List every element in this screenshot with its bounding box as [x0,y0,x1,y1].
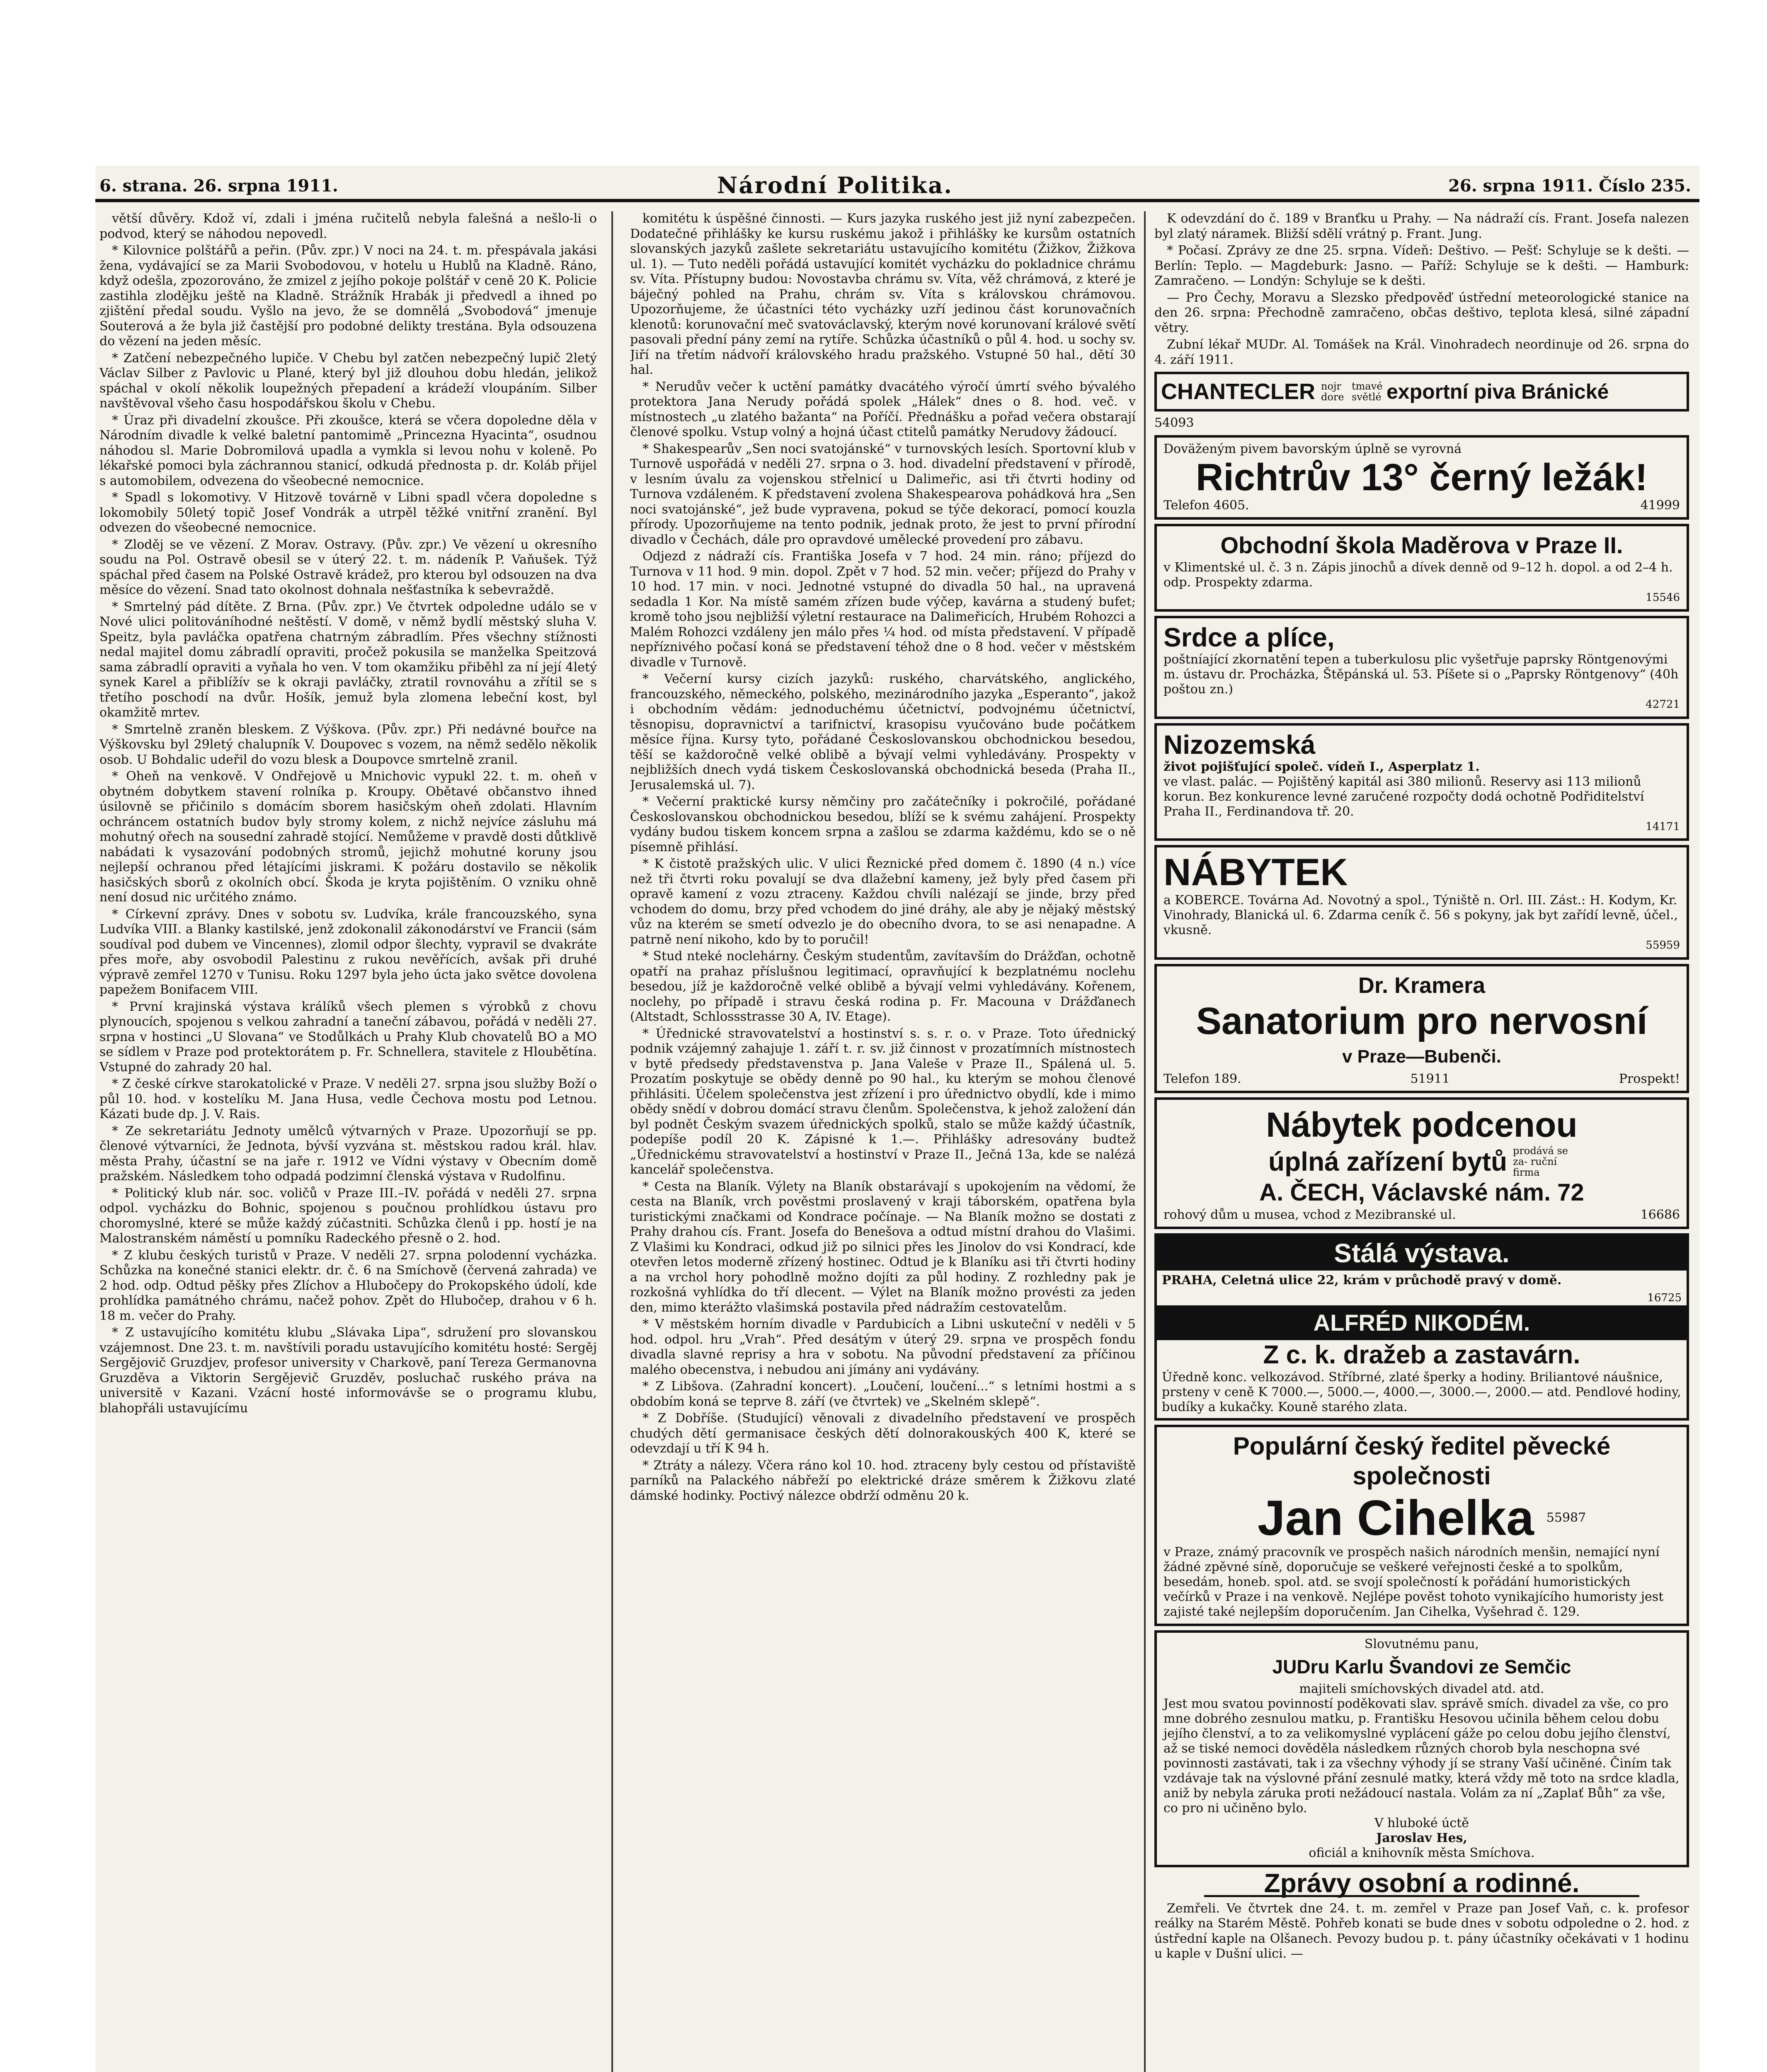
ad-cihelka [1154,1425,1689,1626]
ad-chantecler [1154,372,1689,411]
ad-sanatorium-number: 51911 [1410,1071,1450,1086]
news-item: * Shakespearův „Sen noci svatojánské“ v turnovských lesích. Sportovní klub v Turnově uspořádá v neděli 27. srpna o 3. hod. divadelní představení v přírodě, v lesním úvalu za vojenskou střelnicí u Dalimeřic, asi tři čtvrti hodiny od Turnova vzdáleném. K představení zvolena Shakespearova pohádková hra „Sen noci svatojánské“, jež bude vypravena, pokud se týče dekorací, pomocí kouzla přírody. Upozorňujeme na tento podnik, jednak proto, že jest to první přírodní divadlo v Čechách, dále pro opravdové umělecké provedení pro zábavu. [630,441,1136,547]
page-header [95,174,1699,202]
news-item: K odevzdání do č. 189 v Branťku u Prahy. — Na nádraží cís. Frant. Josefa nalezen byl zlatý náramek. Bližší sdělí vrátný p. Frant. Jung. [1154,211,1689,241]
ad-cech-name: A. ČECH, Václavské nám. 72 [1259,1179,1584,1206]
ad-svanda-closing: V hluboké úctě [1374,1816,1469,1830]
page-number-date: 6. strana. 26. srpna 1911. [99,176,338,196]
ad-nizozemska-number: 14171 [1646,820,1680,833]
news-item: * Oheň na venkově. V Ondřejově u Mnichovic vypukl 22. t. m. oheň v obytném dobytkem stavení rolníka p. Kroupy. Obětavé občanstvo ihned úsilovně se přičinilo s domácím sborem hasičským oheň zdolati. Hlavním ochráncem ostatních budov byly stromy kolem, z nichž nejvíce zásluhu má mohutný ořech na sousední zahradě stojící. Nemůžeme v pravdě dosti důtklivě nabádati k vysazování podobných stromů, jejichž mohutné koruny jsou nejlepší ochranou před létajícími jiskrami. K požáru dostavilo se několik hasičských sborů z okolních obcí. Škoda je kryta pojištěním. O vzniku ohně není dosud nic určitého známo. [99,769,597,905]
news-item: větší důvěry. Kdož ví, zdali i jména ručitelů nebyla falešná a nešlo-li o podvod, který se náhodou nepovedl. [99,211,597,241]
news-item: komitétu k úspěšné činnosti. — Kurs jazyka ruského jest již nyní zabezpečen. Dodatečné přihlášky ke kursu ruskému jakož i přihlášky ke kursům ostatních slovanských jazyků zašlete sekretariátu ustavujícího komitétu (Žižkov, Žižkova ul. 1). — Tuto neděli pořádá ustavující komitét vycházku do pokladnice chrámu sv. Víta. Přístupny budou: Novostavba chrámu sv. Víta, věž chrámová, z které je báječný pohled na Prahu, chrám sv. Víta s královskou chrámovou. Upozorňujeme, že účastníci této vycházky uzří jedinou část korunovačních klenotů: korunovační meč svatováclavský, kterým nové korunovaní králové světí pasovali přední pány zemí na rytíře. Schůzka účastníků o půl 4. hod. u sochy sv. Jiří na třetím nádvoří královského hradu pražského. Vstupné 50 hal., dětí 30 hal. [630,211,1136,377]
news-item: * Církevní zprávy. Dnes v sobotu sv. Ludvíka, krále francouzského, syna Ludvíka VIII. a Blanky kastilské, jenž zdokonalil zákonodárství ve Francii (sám soudíval pod dubem ve Vincennes), zlomil odpor šlechty, vypravil se dvakráte přes moře, aby osvobodil Palestinu z rukou nevěřících, avšak při druhé výpravě zemřel 1270 v Tunisu. Roku 1297 byla jeho úcta jako světce dovolena papežem Bonifacem VIII. [99,907,597,997]
ad-madera-number: 15546 [1646,591,1680,604]
ad-sanatorium-phone: Telefon 189. [1163,1071,1241,1086]
ad-cech-headline2: úplná zařízení bytů [1268,1146,1508,1176]
news-item: * Kilovnice polštářů a peřin. (Pův. zpr.) V noci na 24. t. m. přespávala jakási žena, vydávající se za Marii Svobodovou, v hotelu u Hublů na Kladně. Ráno, když odešla, zpozorováno, že zmizel z jejího pokoje polštář v ceně 20 K. Policie zastihla zlodějku ještě na Kladně. Strážník Hrabák ji předvedl a ihned po zjištění předal soudu. Vyšlo na jevo, že se domnělá „Svobodová“ jmenuje Souterová a že byla již častější pro podobné delikty trestána. Byla odsouzena do vězení na jeden měsíc. [99,243,597,349]
news-item: * Nerudův večer k uctění památky dvacátého výročí úmrtí svého bývalého protektora Jana Nerudy pořádá spolek „Hálek“ dnes o 8. hod. več. v místnostech „u zlatého bažanta“ na Poříčí. Přednášku a pořad večera obstarají členové spolku. Vstup volný a hojná účast ctitelů památky Nerudovy žádoucí. [630,379,1136,439]
personal-news-title: Zprávy osobní a rodinné. [1264,1868,1580,1898]
ad-nabytek-novotny [1154,845,1689,960]
ad-sanatorium-name: Dr. Kramera [1358,973,1486,998]
ad-richtr-number: 41999 [1640,498,1680,513]
ad-sanatorium [1154,964,1689,1093]
ad-nabytek-text: a KOBERCE. Továrna Ad. Novotný a spol., Týniště n. Orl. III. Zást.: H. Kodym, Kr. Vinohrady, Blanická ul. 6. Zdarma ceník č. 56 s pokyny, jak byt zařídí levně, účel., vkusně. [1163,893,1678,937]
news-item: * Ze sekretariátu Jednoty umělců výtvarných v Praze. Upozorňují se pp. členové výtvarníci, že Jednota, bývší vyzvána st. městskou radou král. hlav. města Prahy, účastní se na jaře r. 1912 ve Vídni výstavy v Obecním domě pražském. Následkem toho odpadá podzimní členská výstava v Rudolfinu. [99,1123,597,1184]
ad-sanatorium-headline: Sanatorium pro nervosní [1196,1000,1648,1042]
news-item: Odjezd z nádraží cís. Františka Josefa v 7 hod. 24 min. ráno; příjezd do Turnova v 11 hod. 9 min. dopol. Zpět v 7 hod. 52 min. večer; příjezd do Prahy v 10 hod. 17 min. v noci. Jednotné vstupné do divadla 50 hal., na upravená sedadla 1 Kor. Na místě samém zřízen bude výčep, kavárna a studený bufet; kromě toho jsou nejbližší výletní restaurace na Dalimeřicích, Hrubém Rohozci a Malém Rohozci vzdáleny jen málo přes ¼ hod. od místa představení. V případě nepříznivého počasí koná se představení téhož dne o 8 hod. večer v městském divadle v Turnově. [630,549,1136,670]
ad-cech-text: rohový dům u musea, vchod z Mezibranské ul. [1163,1207,1456,1222]
ad-nizozemska [1154,723,1689,841]
newspaper-title: Národní Politika. [717,172,953,198]
news-item: * Úraz při divadelní zkoušce. Při zkoušce, která se včera dopoledne děla v Národním divadle k velké baletní pantomimě „Princezna Hyacinta“, osudnou náhodou sl. Marie Dobromilová upadla a vymkla si levou nohu v koleně. Po lékařské pomoci byla záchrannou stanicí, odkudá přednosta p. dr. Koláb přijel s automobilem, odvezena do všeobecné nemocnice. [99,413,597,488]
ad-srdce-headline: Srdce a plíce, [1163,622,1335,652]
ad-vystava-number: 16725 [1647,1291,1682,1304]
ad-chantecler-name: CHANTECLER [1161,379,1315,404]
ad-srdce-text: poštníající zkornatění tepen a tuberkulosu plic vyšetřuje paprsky Röntgenovými m. ústavu dr. Procházka, Štěpánská ul. 53. Píšete si o „Paprsky Röntgenovy“ (40h poštou zn.) [1163,652,1679,697]
news-item: * Počasí. Zprávy ze dne 25. srpna. Vídeň: Deštivo. — Pešť: Schyluje se k dešti. — Berlín: Teplo. — Magdeburk: Jasno. — Paříž: Schyluje se k dešti. — Hamburk: Zamračeno. — Londýn: Schyluje se k dešti. [1154,243,1689,288]
news-item: * Z ustavujícího komitétu klubu „Slávaka Lipa“, sdružení pro slovanskou vzájemnost. Dne 23. t. m. navštívili poradu ustavujícího komitétu hosté: Sergěj Sergějovič Gruzdjev, profesor university v Charkově, paní Tereza Germanovna Gruzděva a Viktorin Sergějevič Gruzděv, posluchač ruského práva na universitě v Kazani. Vzácní hosté informovávše se o programu klubu, blahopřáli ustavujícímu [99,1325,597,1416]
news-item: * Večerní kursy cizích jazyků: ruského, charvátského, anglického, francouzského, německého, polského, mezinárodního jazyka „Esperanto“, jakož i obchodním vědám: jednoduchému účetnictví, podvojnému účetnictví, těsnopisu, dopravnictví a tarifnictví, krasopisu vyučováno bude počátkem měsíce října. Kursy tyto, pořádané Českoslovanskou obchodnickou besedou, těší se každoročně velké oblibě a bývají velmi vyhledávány. Prospekty v nejbližších dnech vydá tiskem Českoslovanská obchodnická beseda (Praha II., Jerusalemská ul. 7). [630,672,1136,792]
ad-chantecler-tag2: tmavé světlé [1352,380,1383,403]
news-item: * V městském horním divadle v Pardubicích a Libni uskuteční v neděli v 5 hod. odpol. hru „Vrah“. Před desátým v úterý 29. srpna ve prospěch fondu divadla slavné reprisy a hra v sobotu. Na původní představení za příčinou malého obecenstva, i nebudou ani jímány ani vydávány. [630,1317,1136,1377]
ad-svanda-greeting: Slovutnému panu, [1364,1637,1479,1651]
news-item: * Úřednické stravovatelství a hostinství s. s. r. o. v Praze. Toto úřednický podnik vzájemný zahajuje 1. září t. r. sv. již činnost v prozatímních místnostech v bytě předsedy představenstva p. Jana Valeše v Praze II., Spálená ul. 5. Prozatím poskytuje se obědy denně po 90 hal., ku kterým se mohou členové přihlásiti. Účelem společenstva jest zřízení i pro úřednictvo obydlí, kde i mimo obědy snědí v dobrou domácí stravu členům. Společenstva, k jehož založení dán byl podnět Českým svazem úřednických spolků, stalo se může každý účastník, podepíše podíl 20 K. Zápisné k 1.—. Přihlášky adresovány budtež „Úřednickému stravovatelství a hostinství v Praze II., Ječná 13a, kde se nalézá kancelář společenstva. [630,1026,1136,1177]
column-rule [1144,211,1146,2072]
column-left [99,211,597,2072]
ad-cihelka-name: Jan Cihelka [1257,1490,1534,1546]
column-rule [611,211,613,2072]
ad-nabytek-headline: NÁBYTEK [1163,851,1348,893]
news-item: * K čistotě pražských ulic. V ulici Řeznické před domem č. 1890 (4 n.) více než tři čtvrti roku povalují se dva dlažební kameny, jež byly před časem při opravě kamení z vozu ztraceny. Každou chvíli nalézají se jinde, brzy před vchodem do domu, brzy před vchodem do jiné dráhy, ale aby je nějaký městský vůz na kterém se smetí odvezlo je do obecního dvora, to se asi nenapadne. A patrně není nikoho, kdo by to poručil! [630,857,1136,947]
news-item: * Zloděj se ve vězení. Z Morav. Ostravy. (Pův. zpr.) Ve vězení u okresního soudu na Pol. Ostravě obesil se v úterý 22. t. m. nádeník P. Vaňušek. Týž spáchal před časem na Polské Ostravě krádež, pro kterou byl odsouzen na dva měsíce do vězení. Snad tato okolnost dohnala nešťastníka k sebevraždě. [99,537,597,597]
ad-nikodem-name: ALFRÉD NIKODÉM. [1157,1305,1687,1340]
ad-chantecler-number: 54093 [1154,416,1194,430]
news-item: * Z Dobříše. (Studující) věnovali z divadelního představení ve prospěch chudých dětí germanisace českých dětí dolnorakouských 400 K, které se odevzdají u tří K 94 h. [630,1411,1136,1456]
ad-svanda-signature: Jaroslav Hes, [1376,1831,1467,1845]
news-item: * Cesta na Blaník. Výlety na Blaník obstarávají s upokojením na vědomí, že cesta na Blaník, vrch pověstmi proslavený v kraji táborském, opatřena byla turistickými značkami od Kondrace počínaje. — Na Blaník možno se dostati z Prahy drahou cís. Frant. Josefa do Benešova a odtud místní drahou do Vlašimi. Z Vlašimi ku Kondraci, odkud již po silnici přes les Jinolov do vsi Kondrací, kde otevřen letos moderně zřízený hostinec. Odtud je k Blaníku asi tři čtvrti hodiny a na vrchol hory pohodlně možno dojíti za půl hodiny. Z rozhledny pak je rozkošná vyhlídka do tří dlecent. — Výlet na Blaník možno provésti za jeden den, mimo kterážto vlašimská postavila před nádražím cestovatelům. [630,1179,1136,1315]
ad-srdce-number: 42721 [1646,698,1680,711]
ad-nizozemska-sub: život pojišťující společ. vídeň I., Asperplatz 1. [1163,759,1480,774]
ad-cihelka-text: v Praze, známý pracovník ve prospěch našich národních menšin, nemající nyní žádné zpěvné síně, doporučuje se veškeré veřejnosti české a to spolkům, besedám, honeb. spol. atd. se svojí společností k pořádání humoristických večírků v Praze i na venkově. Nejlépe pověst tohoto vynikajícího humoristy jest zajisté také nejlepším doporučením. Jan Cihelka, Vyšehrad č. 129. [1163,1545,1664,1619]
ad-vystava [1154,1233,1689,1421]
ad-svanda-role: oficiál a knihovník města Smíchova. [1309,1846,1535,1860]
news-item: * První krajinská výstava králíků všech plemen s výrobků z chovu plynoucích, spojenou s velkou zahradní a taneční zábavou, pořádá v neděli 27. srpna v hostinci „U Slovana“ ve Stodůlkách u Prahy Klub chovatelů BO a MO se sídlem v Praze pod protektorátem p. Fr. Schnellera, stavitele z Hloubětína. Vstupné do zahrady 20 hal. [99,999,597,1075]
ad-richtr-intro: Doväženým pivem bavorským úplně se vyrovná [1163,441,1462,456]
ad-nikodem-text: Úředně konc. velkozávod. Stříbrné, zlaté šperky a hodiny. Briliantové náušnice, prsteny v ceně K 7000.—, 5000.—, 4000.—, 3000.—, 2000.— atd. Pendlové hodiny, budíky a kukačky. Kouně starého zlata. [1162,1370,1681,1414]
ad-cech [1154,1097,1689,1229]
ad-madera-text: v Klimentské ul. č. 3 n. Zápis jinochů a dívek denně od 9–12 h. dopol. a od 2–4 h. odp. Prospekty zdarma. [1163,560,1673,590]
column-middle [630,211,1136,2072]
ad-nikodem-headline: Z c. k. dražeb a zastavárn. [1263,1341,1580,1369]
news-item: — Pro Čechy, Moravu a Slezsko předpověď ústřední meteorologické stanice na den 26. srpna: Přechodně zamračeno, občas deštivo, teplota klesá, silné západní větry. [1154,290,1689,335]
ad-svanda [1154,1630,1689,1867]
news-item: * Politický klub nár. soc. voličů v Praze III.–IV. pořádá v neděli 27. srpna odpol. vycházku do Bohnic, spojenou s poučnou prohlídkou ústavu pro choromyslné, které se může každý zúčastniti. Schůzka členů i pp. hostí je na Malostranském náměstí u pomníku Radeckého přesně o 2. hod. [99,1186,597,1246]
ad-sanatorium-place: v Praze—Bubenči. [1342,1046,1501,1067]
ad-nizozemska-headline: Nizozemská [1163,729,1316,760]
ad-nizozemska-text: ve vlast. palác. — Pojištěný kapitál asi 380 milionů. Reservy asi 113 milionů korun. Bez konkurence levné zaručené rozpočty dodá ochotně Podřiditelství Praha II., Ferdinandova tř. 20. [1163,774,1644,819]
news-item: Zubní lékař MUDr. Al. Tomášek na Král. Vinohradech neordinuje od 26. srpna do 4. září 1911. [1154,337,1689,367]
ad-vystava-headline: Stálá výstava. [1157,1236,1687,1271]
news-item: * Z Libšova. (Zahradní koncert). „Loučení, loučení...“ s letními hostmi a s obdobím koná se teprve 8. září (ve čtvrtek) ve „Skelném sklepě“. [630,1379,1136,1409]
ad-richtr [1154,435,1689,520]
newspaper-page [95,166,1699,2072]
ad-cihelka-intro: Populární český ředitel pěvecké společnosti [1233,1432,1611,1490]
ad-svanda-title: majiteli smíchovských divadel atd. atd. [1299,1682,1544,1696]
ad-svanda-name: JUDru Karlu Švandovi ze Semčic [1272,1656,1571,1677]
news-item: * Zatčení nebezpečného lupiče. V Chebu byl zatčen nebezpečný lupič 2letý Václav Silber z Pavlovic u Plané, který byl již dlouhou dobu hledán, jelikož spáchal v okolí několik loupežných přepadení a krádeží vloupáním. Silber navštěvoval všeho času hospodářskou školu v Chebu. [99,351,597,411]
ad-chantecler-text: exportní piva Bránické [1386,380,1609,403]
column-right [1154,211,1689,2072]
news-item: * Smrtelně zraněn bleskem. Z Výškova. (Pův. zpr.) Při nedávné bouřce na Výškovsku byl 29letý chalupník V. Doupovec s vozem, na němž sedělo několik osob. U Bohdalic udeřil do vozu blesk a Doupovce smrtelně zranil. [99,722,597,767]
ad-chantecler-tag1: nojr dore [1321,380,1344,403]
ad-richtr-phone: Telefon 4605. [1163,498,1249,513]
ad-cech-side: prodává se za- ruční firma [1513,1145,1568,1178]
news-item: * Smrtelný pád dítěte. Z Brna. (Pův. zpr.) Ve čtvrtek odpoledne událo se v Nové ulici politováníhodné neštěstí. V domě, v němž bydlí městský sluha V. Speitz, byla pavláčka opatřena chatrným zábradlím. Přes všechny stížnosti nedal majitel domu zábradlí opraviti, pročež pokusila se manželka Speitzová sama zábradlí opraviti a vyňala ho ven. V tom okamžiku přiběhl za ní její 4letý synek Karel a přiblížív se k okraji pavláčky, ztratil rovnováhu a zřítil se s třetího poschodí na dvůr. Hošík, jemuž byla zlomena lebeční kost, byl okamžitě mrtev. [99,599,597,720]
issue-date-number: 26. srpna 1911. Číslo 235. [1448,176,1691,196]
personal-news-text: Zemřeli. Ve čtvrtek dne 24. t. m. zemřel v Praze pan Josef Vaň, c. k. profesor reálky na Starém Městě. Pohřeb konati se bude dnes v sobotu odpoledne o 2. hod. z ústřední kaple na Olšanech. Pevozy budou p. t. pány účastníky očekávati v 1 hodinu u kaple v Dušní ulici. — [1154,1901,1689,1961]
news-item: * Spadl s lokomotivy. V Hitzově továrně v Libni spadl včera dopoledne s lokomobily 50letý topič Josef Vondrák a utrpěl těžké vnitřní zranění. Byl odvezen do všeobecné nemocnice. [99,490,597,535]
news-item: * Z klubu českých turistů v Praze. V neděli 27. srpna polodenní vycházka. Schůzka na konečné stanici elektr. dr. č. 6 na Smíchově (červená zahrada) ve 2 hod. odp. Odtud pěšky přes Zlíchov a Hlubočepy do Prokopského údolí, kde prohlídka památného chrámu, načež pohov. Zpět do Hlubočep, drahou v 6 h. 18 m. večer do Prahy. [99,1248,597,1323]
ad-svanda-text: Jest mou svatou povinností poděkovati slav. správě smích. divadel za vše, co pro mne dobrého zesnulou matku, p. Františku Hesovou učinila během celou dobu jejího členství, a to za velikomyslné vyplácení gáže po celou dobu jejího členství, až se tiské nemoci dověděla následkem různých chorob byla neschopna své povinnosti zastávati, tak i za všechny výhody jí se strany Vaší učiněné. Činím tak vzdávaje tak na výslovné přání zesnulé matky, která vždy mě toto na srdce kladla, aniž by nebyla záruka proti nežádoucí nastala. Volám za ní „Zaplať Bůh“ za vše, co pro ni učiněno bylo. [1163,1697,1680,1815]
ad-cech-headline1: Nábytek podcenou [1266,1105,1578,1144]
ad-nabytek-number: 55959 [1646,939,1680,951]
ad-madera [1154,524,1689,612]
news-item: * Večerní praktické kursy němčiny pro začátečníky i pokročilé, pořádané Českoslovanskou obchodnickou besedou, blíží se k svému zahájení. Prospekty vydány budou tiskem koncem srpna a zašlou se zdarma každému, kdo se o ně písemně přihlásí. [630,794,1136,854]
ad-richtr-headline: Richtrův 13° černý ležák! [1195,456,1648,499]
ad-sanatorium-prospekt: Prospekt! [1619,1071,1680,1086]
news-item: * Z české církve starokatolické v Praze. V neděli 27. srpna jsou služby Boží o půl 10. hod. v kostelíku M. Jana Husa, vedle Čechova mostu pod Letnou. Kázati bude dp. J. V. Rais. [99,1077,597,1121]
ad-cihelka-number: 55987 [1546,1510,1586,1525]
ad-cech-number: 16686 [1640,1207,1680,1222]
ad-madera-headline: Obchodní škola Maděrova v Praze II. [1220,532,1623,558]
ad-vystava-text: PRAHA, Celetná ulice 22, krám v průchodě pravý v domě. [1162,1273,1562,1288]
ad-srdce [1154,616,1689,719]
news-item: * Stud nteké noclehárny. Českým studentům, zavítavším do Drážďan, ochotně opatří na prahaz příslušnou legitimací, opravňující k bezplatnému noclehu besedou, jíž je každoročně velké oblibě a bývají velmi vyhledávány. Kořenem, noclehy, po případě i stravu česká rodina p. Fr. Macouna v Drážďanech (Altstadt, Schlossstrasse 30 A, IV. Etage). [630,949,1136,1024]
news-item: * Ztráty a nálezy. Včera ráno kol 10. hod. ztraceny byly cestou od přístaviště parníků na Palackého nábřeží po elektrické dráze směrem k Žižkovu zlaté dámské hodinky. Poctivý nálezce obdrží odměnu 20 k. [630,1458,1136,1503]
